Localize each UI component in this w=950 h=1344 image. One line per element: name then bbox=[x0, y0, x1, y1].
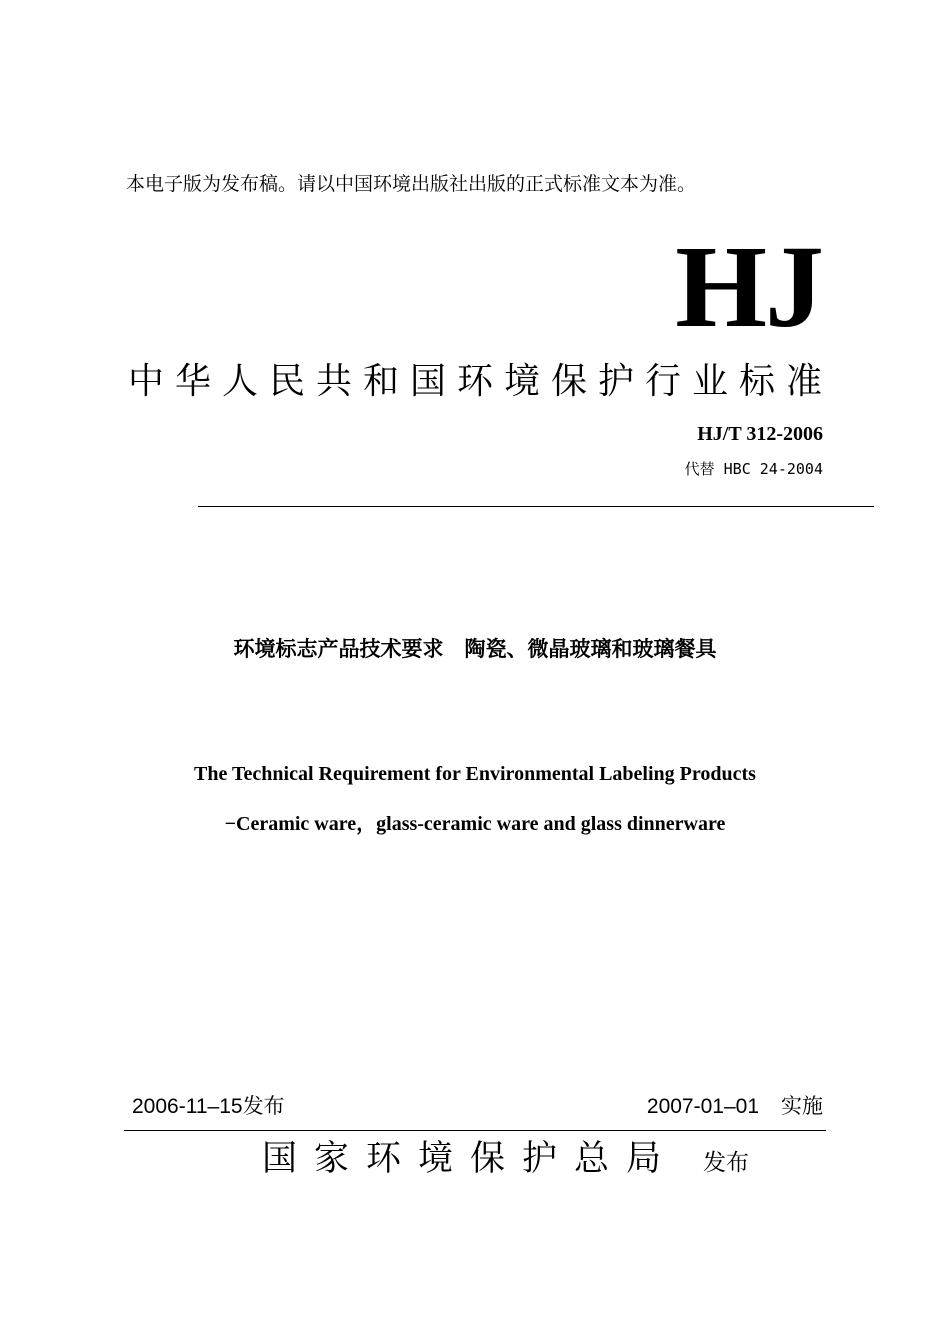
issue-date: 2006-11–15 bbox=[132, 1095, 243, 1118]
title-chinese: 环境标志产品技术要求 陶瓷、微晶玻璃和玻璃餐具 bbox=[233, 637, 717, 661]
title-english-line2: −Ceramic ware，glass-ceramic ware and glass dinnerware bbox=[224, 813, 726, 835]
implement-date-block bbox=[647, 1092, 823, 1121]
header-divider bbox=[198, 506, 874, 507]
replaces-standard: 代替 HBC 24-2004 bbox=[684, 460, 823, 478]
standard-mark: HJ bbox=[675, 221, 822, 352]
implement-label: 实施 bbox=[781, 1094, 823, 1118]
implement-date: 2007-01–01 bbox=[646, 1095, 759, 1118]
issue-label: 发布 bbox=[242, 1094, 285, 1118]
publish-label: 发布 bbox=[703, 1150, 749, 1176]
standard-code: HJ/T 312-2006 bbox=[697, 423, 823, 445]
issuing-authority: 国家环境保护总局 bbox=[262, 1139, 679, 1179]
edition-notice: 本电子版为发布稿。请以中国环境出版社出版的正式标准文本为准。 bbox=[126, 173, 697, 195]
title-english-line1: The Technical Requirement for Environmental Labeling Products bbox=[194, 763, 756, 785]
issue-date-block bbox=[132, 1092, 285, 1121]
footer-divider bbox=[124, 1130, 826, 1131]
standard-category: 中华人民共和国环境保护行业标准 bbox=[128, 361, 834, 402]
